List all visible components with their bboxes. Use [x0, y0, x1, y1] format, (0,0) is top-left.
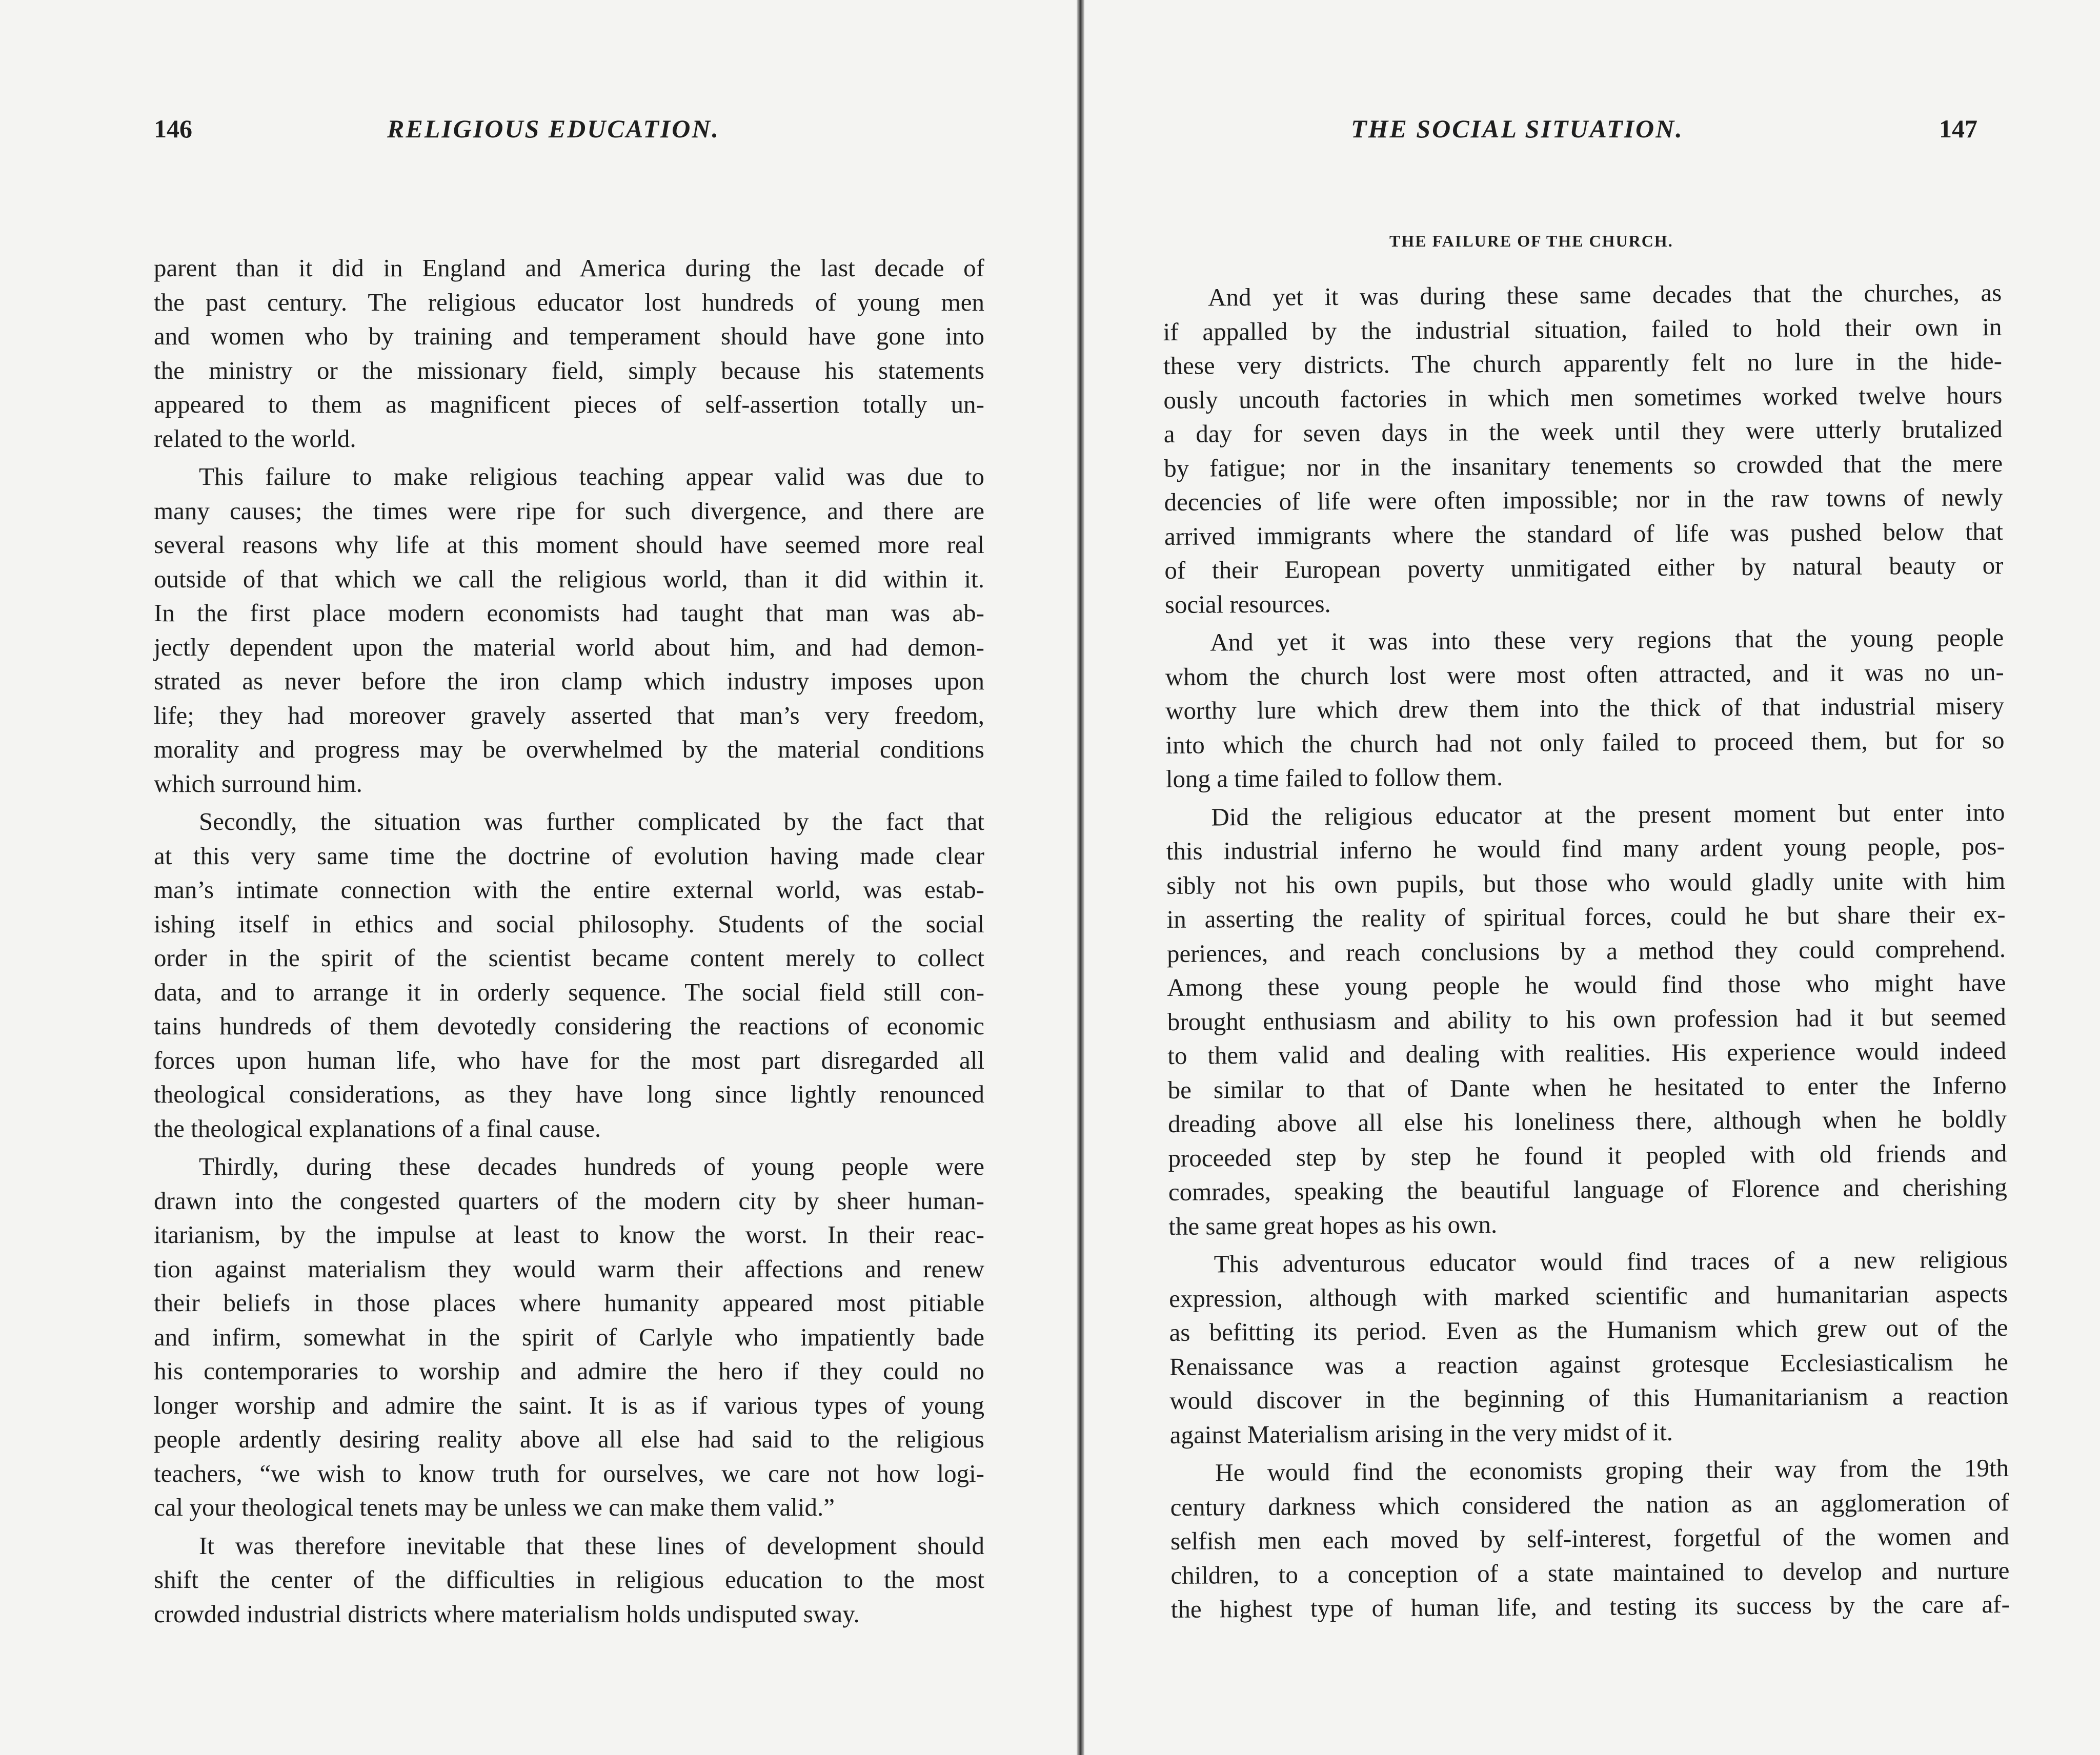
- page-body: [154, 251, 984, 1635]
- page-body: [1163, 276, 2010, 1630]
- text-line: his contemporaries to worship and admire the hero if they could no: [154, 1357, 984, 1385]
- text-line: by fatigue; nor in the insanitary tenements so crowded that the mere: [1164, 448, 2003, 482]
- text-line: the highest type of human life, and testing its success by the care af-: [1170, 1589, 2010, 1623]
- text-line: cal your theological tenets may be unless we can make them valid.”: [154, 1493, 835, 1521]
- text-line: the theological explanations of a final cause.: [154, 1114, 601, 1142]
- text-line: drawn into the congested quarters of the modern city by sheer human-: [154, 1186, 984, 1215]
- text-line: This adventurous educator would find traces of a new religious: [1214, 1244, 2008, 1278]
- text-line: related to the world.: [154, 424, 356, 453]
- text-line: these very districts. The church apparently felt no lure in the hide-: [1163, 346, 2003, 380]
- text-line: life; they had moreover gravely asserted that man’s very freedom,: [154, 701, 984, 729]
- text-line: dreading above all else his loneliness there, although when he boldly: [1167, 1104, 2007, 1138]
- text-line: crowded industrial districts where materialism holds undisputed sway.: [154, 1599, 860, 1628]
- text-line: ously uncouth factories in which men sometimes worked twelve hours: [1163, 380, 2003, 414]
- text-line: to them valid and dealing with realities. His experience would indeed: [1167, 1036, 2007, 1070]
- text-line: expression, although with marked scientific and humanitarian aspects: [1168, 1279, 2008, 1313]
- text-line: jectly dependent upon the material world about him, and had demon-: [154, 632, 984, 661]
- text-line: strated as never before the iron clamp which industry imposes upon: [154, 667, 984, 695]
- page-number: 146: [154, 114, 192, 143]
- text-line: It was therefore inevitable that these lines of development should: [199, 1531, 984, 1560]
- text-line: century darkness which considered the nation as an agglomeration of: [1170, 1487, 2009, 1521]
- text-line: This failure to make religious teaching appear valid was due to: [199, 462, 984, 491]
- paragraph: [1163, 276, 2004, 622]
- paragraph: [1169, 1242, 2009, 1452]
- text-line: proceeded step by step he found it peopled with old friends and: [1168, 1138, 2007, 1172]
- paragraph: [154, 1150, 984, 1525]
- text-line: periences, and reach conclusions by a method they could comprehend.: [1166, 934, 2006, 968]
- text-line: the past century. The religious educator lost hundreds of young men: [154, 288, 984, 316]
- text-line: arrived immigrants where the standard of life was pushed below that: [1164, 517, 2004, 550]
- text-line: teachers, “we wish to know truth for ourselves, we care not how logi-: [154, 1459, 984, 1487]
- text-line: morality and progress may be overwhelmed by the material conditions: [154, 735, 984, 763]
- text-line: their beliefs in those places where humanity appeared most pitiable: [154, 1289, 984, 1317]
- text-line: decencies of life were often impossible; nor in the raw towns of newly: [1164, 482, 2003, 516]
- running-head: THE SOCIAL SITUATION.: [1351, 114, 1684, 143]
- text-line: Secondly, the situation was further complicated by the fact that: [199, 807, 984, 835]
- text-line: data, and to arrange it in orderly sequence. The social field still con-: [154, 977, 984, 1006]
- text-line: whom the church lost were most often attracted, and it was no un-: [1165, 657, 2004, 691]
- text-line: selfish men each moved by self-interest, forgetful of the women and: [1170, 1521, 2010, 1555]
- text-line: ishing itself in ethics and social philosophy. Students of the social: [154, 909, 984, 938]
- text-line: and women who by training and temperament should have gone into: [154, 322, 984, 350]
- text-line: parent than it did in England and America during the last decade of: [154, 254, 984, 282]
- text-line: He would find the economists groping their way from the 19th: [1215, 1453, 2009, 1487]
- running-head: RELIGIOUS EDUCATION.: [387, 114, 720, 143]
- text-line: Did the religious educator at the present moment but enter into: [1211, 798, 2005, 831]
- text-line: tains hundreds of them devotedly considering the reactions of economic: [154, 1012, 984, 1040]
- text-line: And yet it was during these same decades that the churches, as: [1208, 278, 2002, 312]
- text-line: be similar to that of Dante when he hesitated to enter the Inferno: [1167, 1070, 2007, 1104]
- text-line: several reasons why life at this moment should have seemed more real: [154, 530, 984, 559]
- paragraph: [1165, 621, 2005, 796]
- text-line: many causes; the times were ripe for such divergence, and there are: [154, 496, 984, 525]
- text-line: Among these young people he would find those who might have: [1167, 968, 2006, 1002]
- text-line: worthy lure which drew them into the thick of that industrial misery: [1165, 691, 2005, 725]
- text-line: as befitting its period. Even as the Humanism which grew out of the: [1169, 1313, 2008, 1346]
- text-line: brought enthusiasm and ability to his own profession had it but seemed: [1167, 1002, 2006, 1036]
- paragraph: [154, 460, 984, 801]
- text-line: order in the spirit of the scientist became content merely to collect: [154, 944, 984, 972]
- text-line: of their European poverty unmitigated either by natural beauty or: [1164, 550, 2004, 584]
- paragraph: [154, 805, 984, 1146]
- text-line: And yet it was into these very regions that the young people: [1210, 623, 2004, 657]
- book-gutter: [1077, 0, 1085, 1755]
- text-line: itarianism, by the impulse at least to know the worst. In their reac-: [154, 1220, 984, 1249]
- text-line: outside of that which we call the religious world, than it did within it.: [154, 564, 984, 593]
- text-line: would discover in the beginning of this Humanitarianism a reaction: [1169, 1381, 2009, 1415]
- text-line: this industrial inferno he would find many ardent young people, pos-: [1166, 831, 2005, 865]
- text-line: the same great hopes as his own.: [1168, 1210, 1498, 1240]
- text-line: and infirm, somewhat in the spirit of Carlyle who impatiently bade: [154, 1322, 984, 1351]
- text-line: the ministry or the missionary field, simply because his statements: [154, 356, 984, 384]
- text-line: social resources.: [1164, 589, 1331, 619]
- text-line: long a time failed to follow them.: [1165, 762, 1503, 793]
- text-line: which surround him.: [154, 769, 362, 798]
- text-line: tion against materialism they would warm their affections and renew: [154, 1254, 984, 1283]
- paragraph: [1166, 795, 2007, 1243]
- text-line: sibly not his own pupils, but those who would gladly unite with him: [1166, 866, 2006, 900]
- text-line: into which the church had not only failed to proceed them, but for so: [1165, 725, 2005, 759]
- text-line: shift the center of the difficulties in religious education to the most: [154, 1565, 984, 1594]
- section-heading: THE FAILURE OF THE CHURCH.: [1389, 232, 1673, 250]
- paragraph: [154, 1529, 984, 1631]
- text-line: children, to a conception of a state maintained to develop and nurture: [1170, 1556, 2010, 1589]
- text-line: Thirdly, during these decades hundreds of young people were: [199, 1152, 984, 1180]
- text-line: against Materialism arising in the very midst of it.: [1169, 1417, 1673, 1449]
- text-line: comrades, speaking the beautiful language of Florence and cherishing: [1168, 1172, 2007, 1206]
- text-line: man’s intimate connection with the entire external world, was estab-: [154, 875, 984, 904]
- text-line: theological considerations, as they have long since lightly renounced: [154, 1080, 984, 1108]
- text-line: longer worship and admire the saint. It is as if various types of young: [154, 1391, 984, 1419]
- text-line: at this very same time the doctrine of evolution having made clear: [154, 841, 984, 870]
- text-line: in asserting the reality of spiritual forces, could he but share their ex-: [1166, 900, 2006, 933]
- text-line: a day for seven days in the week until they were utterly brutalized: [1163, 415, 2003, 448]
- text-line: In the first place modern economists had taught that man was ab-: [154, 599, 984, 627]
- text-line: forces upon human life, who have for the most part disregarded all: [154, 1046, 984, 1074]
- paragraph: [1170, 1451, 2010, 1626]
- text-line: Renaissance was a reaction against grotesque Ecclesiasticalism he: [1169, 1347, 2009, 1381]
- text-line: people ardently desiring reality above all else had said to the religious: [154, 1425, 984, 1453]
- text-line: if appalled by the industrial situation, failed to hold their own in: [1163, 312, 2002, 346]
- paragraph: [154, 251, 984, 456]
- page-number: 147: [1939, 114, 1977, 143]
- text-line: appeared to them as magnificent pieces of self-assertion totally un-: [154, 390, 984, 418]
